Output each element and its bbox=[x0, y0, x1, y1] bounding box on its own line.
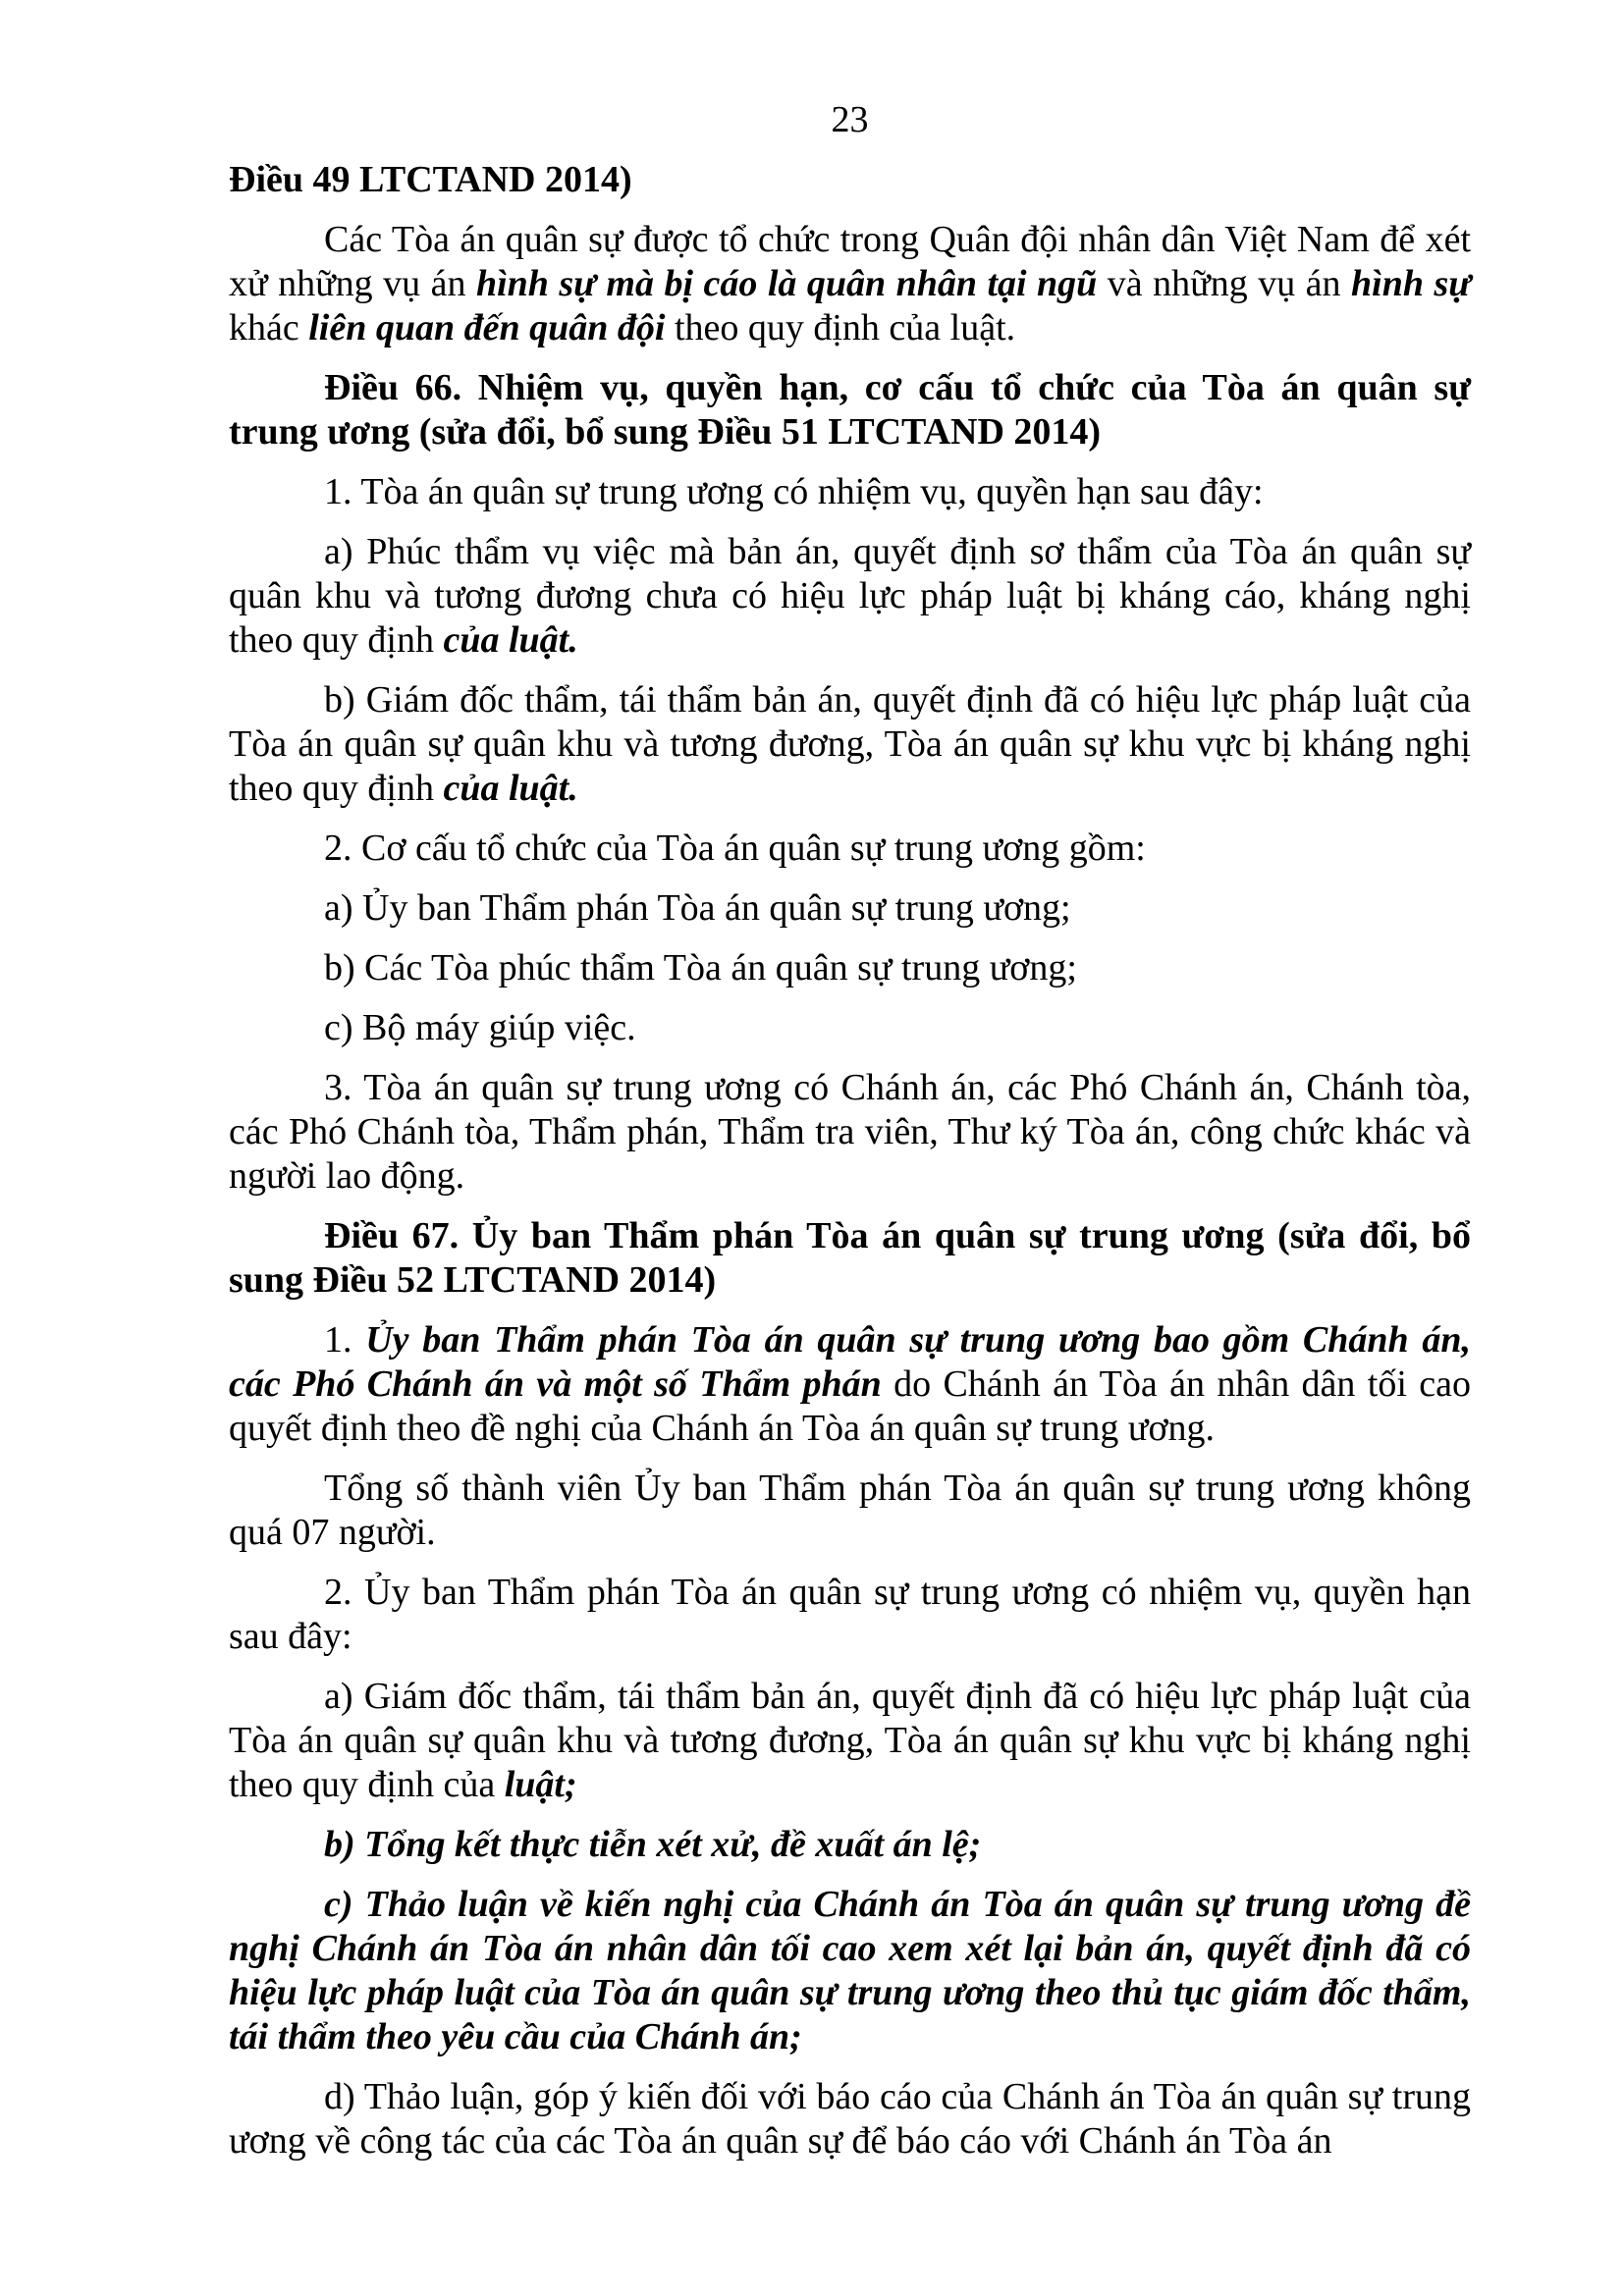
text-run: theo quy định của luật. bbox=[665, 307, 1016, 348]
text-run: Điều 66. Nhiệm vụ, quyền hạn, cơ cấu tổ chức của Tòa án quân sự trung ương (sửa đổi, bổ sung Điều 51 LTCTAND 2014) bbox=[229, 367, 1471, 453]
body-paragraph bbox=[229, 1571, 1471, 1659]
body-paragraph bbox=[229, 946, 1471, 990]
body-paragraph bbox=[229, 1883, 1471, 2059]
text-run: b) Các Tòa phúc thẩm Tòa án quân sự trung ương; bbox=[324, 947, 1077, 988]
body-paragraph bbox=[229, 678, 1471, 811]
heading-paragraph bbox=[229, 1214, 1471, 1303]
heading-paragraph bbox=[229, 366, 1471, 454]
body-paragraph bbox=[229, 470, 1471, 514]
text-run: 2. Ủy ban Thẩm phán Tòa án quân sự trung ương có nhiệm vụ, quyền hạn sau đây: bbox=[229, 1572, 1471, 1657]
text-run: a) Ủy ban Thẩm phán Tòa án quân sự trung ương; bbox=[324, 887, 1071, 929]
text-run: hình sự mà bị cáo là quân nhân tại ngũ bbox=[475, 263, 1098, 304]
text-run: 1. Tòa án quân sự trung ương có nhiệm vụ, quyền hạn sau đây: bbox=[324, 471, 1264, 512]
heading-paragraph bbox=[229, 158, 1471, 202]
text-run: và những vụ án bbox=[1097, 263, 1352, 304]
body-paragraph bbox=[229, 1006, 1471, 1050]
body-paragraph bbox=[229, 2075, 1471, 2163]
body-paragraph bbox=[229, 1066, 1471, 1199]
text-run: d) Thảo luận, góp ý kiến đối với báo cáo của Chánh án Tòa án quân sự trung ương về công tác của các Tòa án quân sự để báo cáo với Chánh án Tòa án bbox=[229, 2076, 1471, 2162]
body-paragraph bbox=[229, 886, 1471, 931]
text-run: b) Giám đốc thẩm, tái thẩm bản án, quyết định đã có hiệu lực pháp luật của Tòa án quân sự quân khu và tương đương, Tòa án quân sự khu vực bị kháng nghị theo quy định bbox=[229, 679, 1471, 809]
text-run: c) Thảo luận về kiến nghị của Chánh án Tòa án quân sự trung ương đề nghị Chánh án Tòa án nhân dân tối cao xem xét lại bản án, quyết định đã có hiệu lực pháp luật của Tòa án quân sự trung ương theo thủ tục giám đốc thẩm, tái thẩm theo yêu cầu của Chánh án; bbox=[229, 1884, 1471, 2057]
text-run: do Chánh án Tòa án nhân dân tối cao quyết định theo đề nghị của Chánh án Tòa án quân sự trung ương. bbox=[229, 1363, 1471, 1449]
body-paragraph bbox=[229, 530, 1471, 663]
text-run: liên quan đến quân đội bbox=[308, 307, 666, 348]
body-paragraph bbox=[229, 218, 1471, 350]
text-run: khác bbox=[229, 307, 309, 348]
text-run: Các Tòa án quân sự được tổ chức trong Quân đội nhân dân Việt Nam để xét xử những vụ án bbox=[229, 219, 1471, 304]
text-run: của luật. bbox=[443, 768, 578, 809]
text-run: b) Tổng kết thực tiễn xét xử, đề xuất án lệ; bbox=[324, 1824, 982, 1865]
body-paragraph bbox=[229, 827, 1471, 871]
body-paragraph bbox=[229, 1675, 1471, 1807]
text-run: c) Bộ máy giúp việc. bbox=[324, 1007, 636, 1048]
text-run: Ủy ban Thẩm phán Tòa án quân sự trung ương bao gồm Chánh án, các Phó Chánh án và một số Thẩm phán bbox=[229, 1319, 1472, 1405]
body-paragraph bbox=[229, 1318, 1471, 1451]
text-run: Điều 49 LTCTAND 2014) bbox=[229, 159, 632, 200]
text-run: a) Giám đốc thẩm, tái thẩm bản án, quyết định đã có hiệu lực pháp luật của Tòa án quân sự quân khu và tương đương, Tòa án quân sự khu vực bị kháng nghị theo quy định của bbox=[229, 1676, 1471, 1805]
body-paragraph bbox=[229, 1467, 1471, 1555]
page-number: 23 bbox=[831, 99, 869, 140]
text-run: của luật. bbox=[443, 619, 578, 661]
text-run: Điều 67. Ủy ban Thẩm phán Tòa án quân sự trung ương (sửa đổi, bổ sung Điều 52 LTCTAND 2014) bbox=[229, 1215, 1471, 1301]
text-run: a) Phúc thẩm vụ việc mà bản án, quyết định sơ thẩm của Tòa án quân sự quân khu và tương đương chưa có hiệu lực pháp luật bị kháng cáo, kháng nghị theo quy định bbox=[229, 531, 1471, 661]
document-body bbox=[229, 158, 1471, 2163]
text-run: 3. Tòa án quân sự trung ương có Chánh án, các Phó Chánh án, Chánh tòa, các Phó Chánh tòa, Thẩm phán, Thẩm tra viên, Thư ký Tòa án, công chức khác và người lao động. bbox=[229, 1067, 1471, 1197]
text-run: hình sự bbox=[1351, 263, 1472, 304]
text-run: luật; bbox=[504, 1764, 577, 1805]
text-run: 1. bbox=[324, 1319, 366, 1361]
text-run: Tổng số thành viên Ủy ban Thẩm phán Tòa án quân sự trung ương không quá 07 người. bbox=[229, 1468, 1471, 1553]
body-paragraph bbox=[229, 1823, 1471, 1867]
text-run: 2. Cơ cấu tổ chức của Tòa án quân sự trung ương gồm: bbox=[324, 828, 1146, 869]
